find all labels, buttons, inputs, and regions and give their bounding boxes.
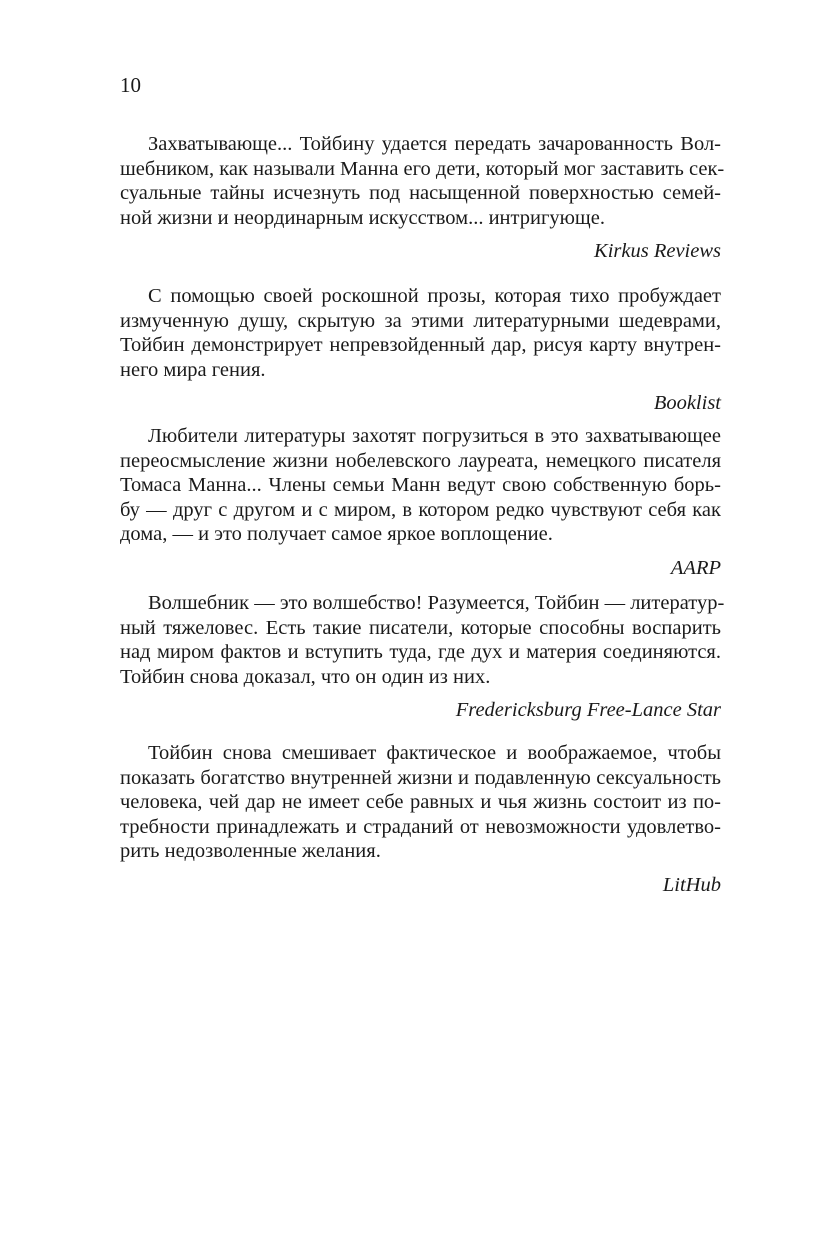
review-quote	[120, 424, 721, 580]
review-quote	[120, 741, 721, 897]
quote-source: LitHub	[662, 873, 721, 896]
quote-line: ный тяжеловес. Есть такие писатели, которые способны воспарить	[120, 616, 721, 639]
quote-line: Волшебник — это волшебство! Разумеется, Тойбин — литератур-	[148, 592, 725, 614]
page-number: 10	[120, 73, 141, 97]
quote-line: Тойбин демонстрирует непревзойденный дар, рисуя карту внутрен-	[120, 334, 721, 356]
review-quote	[120, 132, 725, 264]
quote-source: Kirkus Reviews	[594, 240, 721, 262]
review-quote	[120, 284, 721, 416]
quote-line: него мира гения.	[120, 358, 266, 381]
quote-line: показать богатство внутренней жизни и подавленную сексуальность	[120, 766, 721, 789]
quote-line: Захватывающе... Тойбину удается передать зачарованность Вол-	[148, 133, 721, 155]
quote-line: переосмысление жизни нобелевского лауреата, немецкого писателя	[120, 449, 721, 472]
quote-source: AARP	[670, 556, 721, 579]
quote-source: Booklist	[653, 392, 721, 414]
quote-line: над миром фактов и вступить туда, где дух и материя соединяются.	[120, 641, 721, 663]
quote-line: человека, чей дар не имеет себе равных и чья жизнь состоит из по-	[120, 791, 721, 813]
quote-line: Томаса Манна... Члены семьи Манн ведут свою собственную борь-	[120, 474, 721, 496]
quote-line: рить недозволенные желания.	[120, 840, 381, 862]
quote-line: измученную душу, скрытую за этими литературными шедеврами,	[120, 309, 721, 332]
quote-line: требности принадлежать и страданий от невозможности удовлетво-	[120, 815, 721, 838]
quote-line: суальные тайны исчезнуть под насыщенной поверхностью семей-	[120, 182, 721, 204]
quote-line: шебником, как называли Манна его дети, который мог заставить сек-	[120, 157, 725, 180]
quote-line: Любители литературы захотят погрузиться в это захватывающее	[148, 425, 721, 447]
quote-line: ной жизни и неординарным искусством... интригующе.	[120, 206, 605, 229]
quote-line: дома, — и это получает самое яркое воплощение.	[120, 523, 553, 545]
quote-source: Fredericksburg Free-Lance Star	[455, 699, 721, 721]
quote-line: С помощью своей роскошной прозы, которая тихо пробуждает	[148, 285, 721, 307]
review-quote	[120, 591, 725, 723]
quote-line: Тойбин снова смешивает фактическое и воображаемое, чтобы	[148, 742, 721, 764]
quote-line: бу — друг с другом и с миром, в котором редко чувствуют себя как	[120, 498, 721, 521]
quote-line: Тойбин снова доказал, что он один из них.	[120, 665, 491, 688]
